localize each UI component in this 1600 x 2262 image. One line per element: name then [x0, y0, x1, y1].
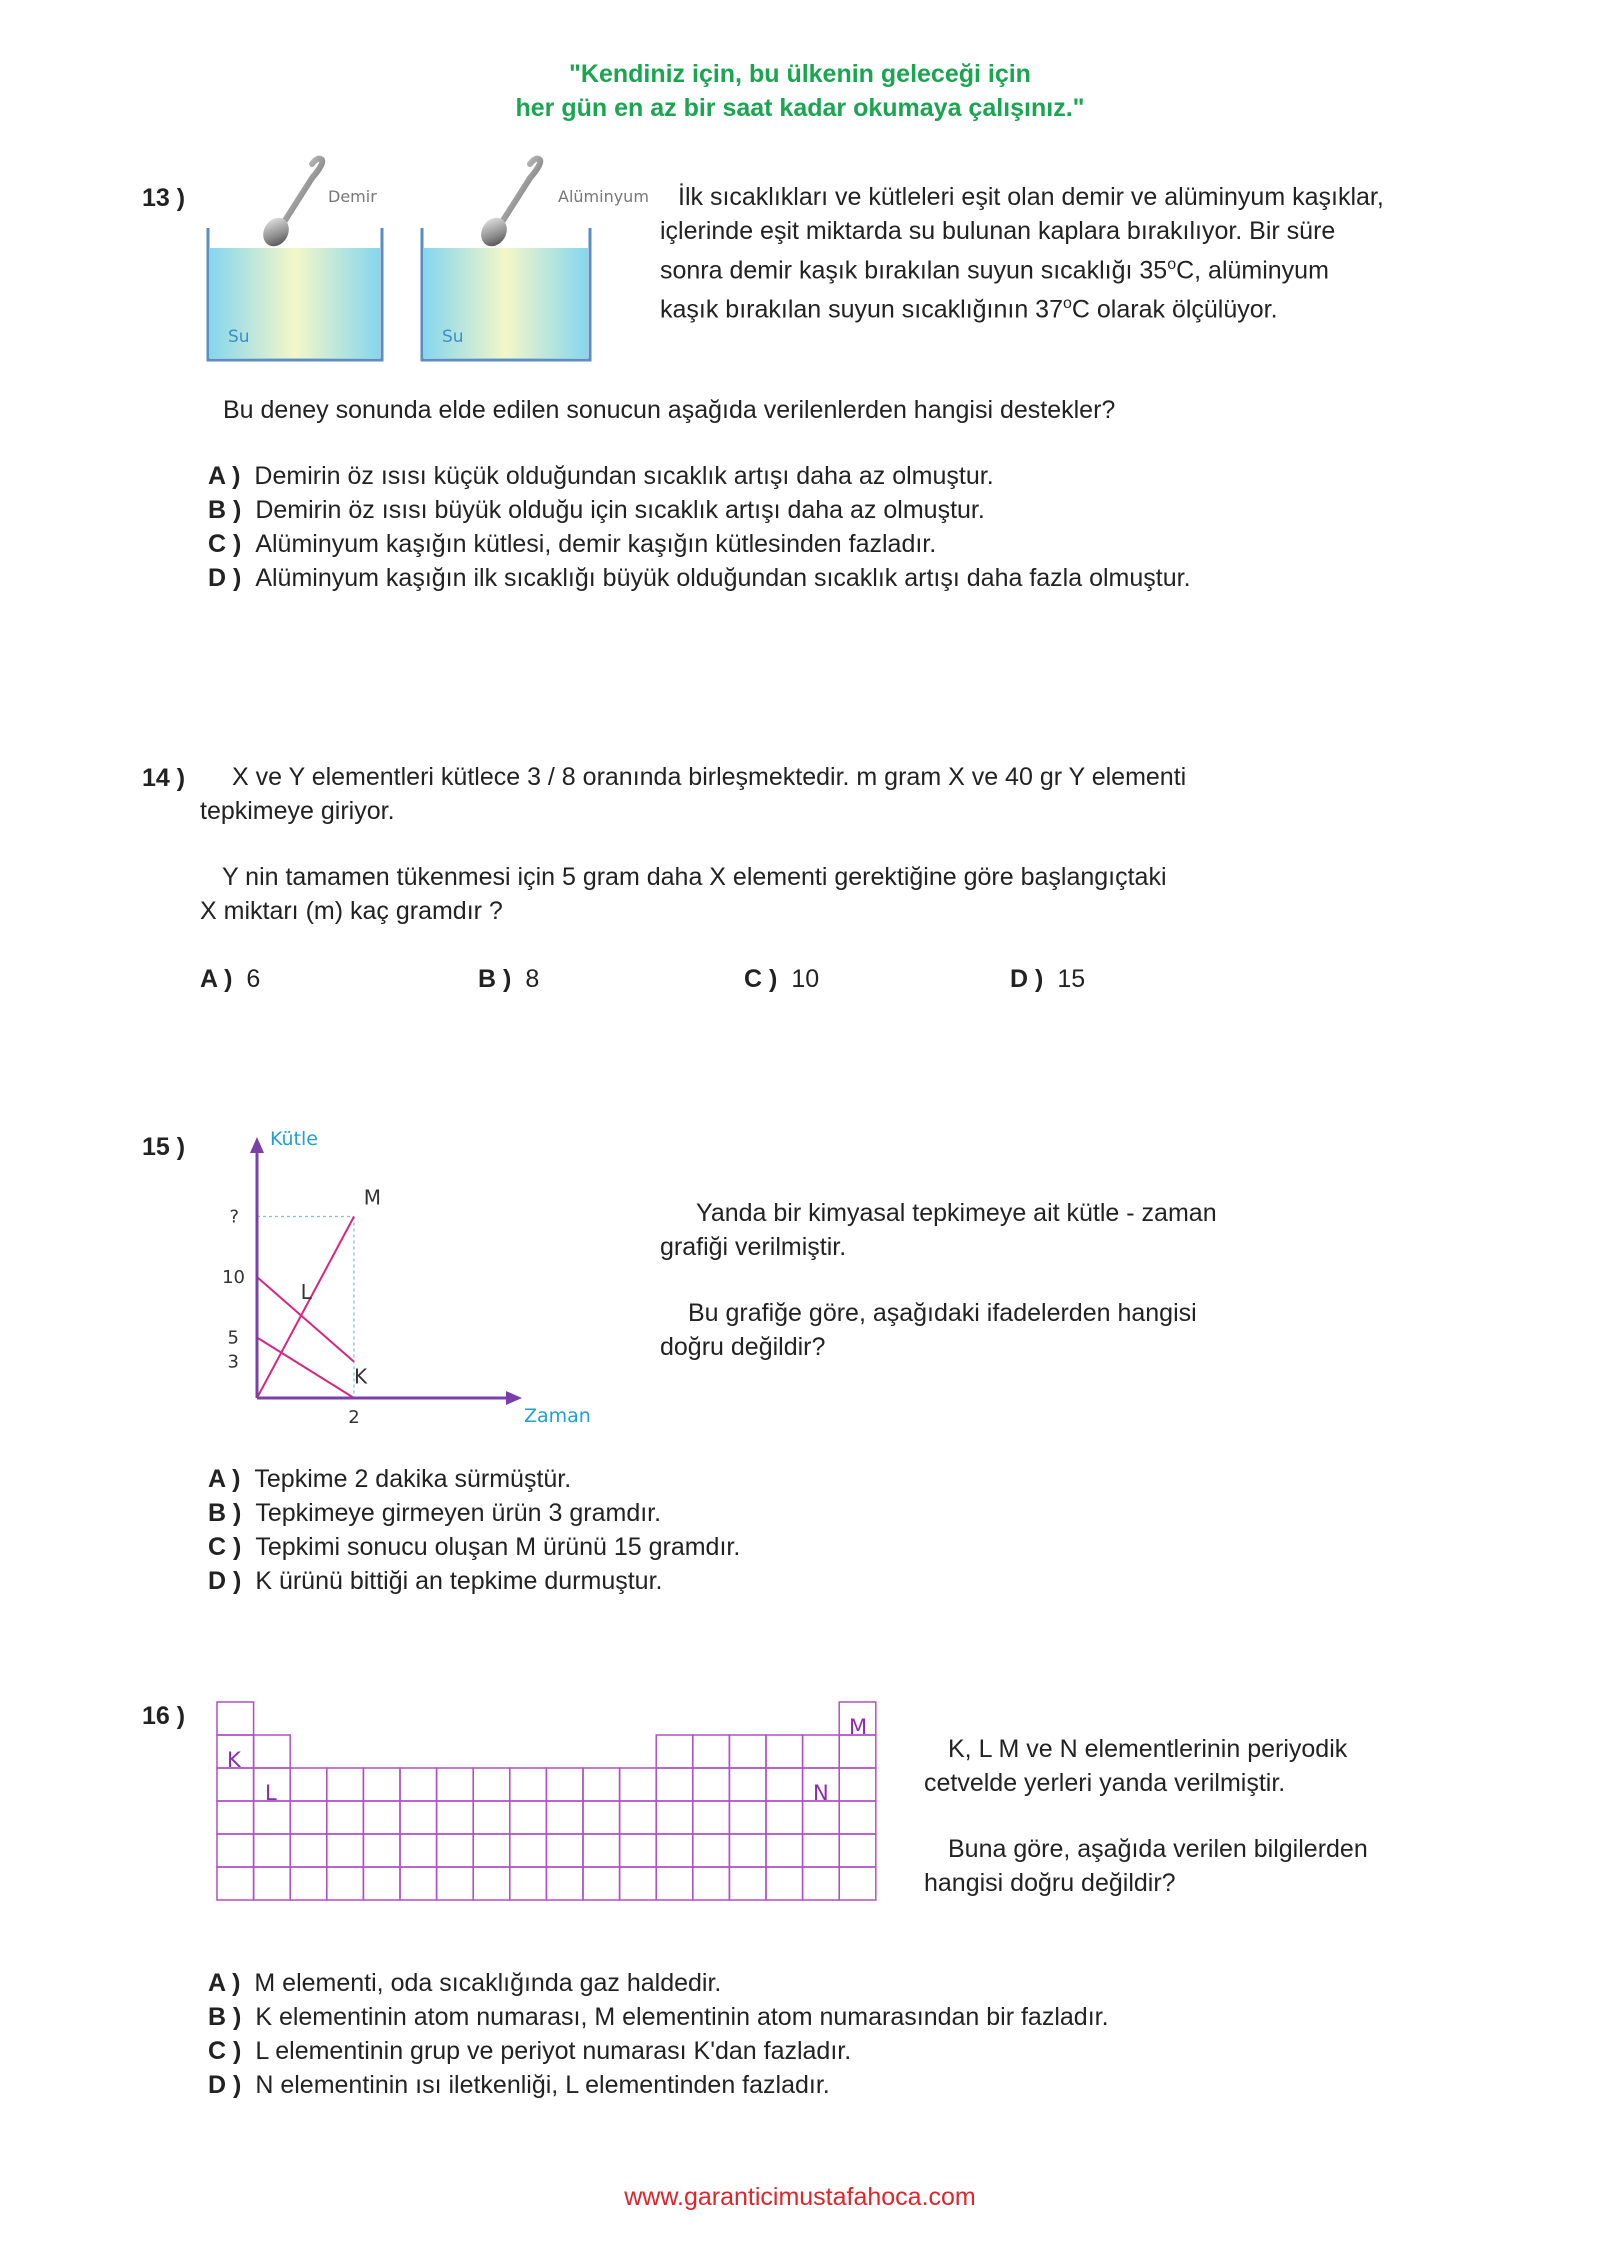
periodic-cell [254, 1834, 291, 1867]
question-13-options [208, 459, 1191, 595]
question-15-options [208, 1462, 740, 1598]
option-b[interactable]: B ) K elementinin atom numarası, M elementinin atom numarasından bir fazladır. [208, 2003, 1109, 2031]
periodic-cell [473, 1834, 510, 1867]
spoon-icon [502, 159, 540, 222]
periodic-cell [766, 1867, 803, 1900]
motivational-quote [0, 57, 1600, 125]
q16-line-2: cetvelde yerleri yanda verilmiştir. [924, 1769, 1286, 1797]
periodic-cell [510, 1867, 547, 1900]
periodic-cell [839, 1801, 876, 1834]
periodic-cell [620, 1801, 657, 1834]
periodic-cell [766, 1801, 803, 1834]
series-label-l: L [300, 1279, 312, 1304]
periodic-cell [546, 1768, 583, 1801]
periodic-cell [656, 1768, 693, 1801]
option-b[interactable]: B ) 8 [478, 965, 540, 993]
q16-line-1: K, L M ve N elementlerinin periyodik [948, 1735, 1348, 1763]
option-a[interactable]: A ) Tepkime 2 dakika sürmüştür. [208, 1465, 572, 1493]
element-label-m: M [849, 1715, 868, 1739]
q14-line-3: Y nin tamamen tükenmesi için 5 gram daha X elementi gerektiğine göre başlangıçtaki [222, 863, 1167, 891]
periodic-cell [254, 1735, 291, 1768]
x-axis-label: Zaman [524, 1405, 591, 1427]
quote-line-2: her gün en az bir saat kadar okumaya çalışınız." [515, 94, 1085, 122]
periodic-cell [400, 1768, 437, 1801]
periodic-cell [839, 1834, 876, 1867]
y-tick-label: 10 [222, 1267, 245, 1288]
q14-line-1: X ve Y elementleri kütlece 3 / 8 oranında birleşmektedir. m gram X ve 40 gr Y elementi [232, 763, 1187, 791]
spoon-icon [284, 159, 322, 222]
periodic-cell [583, 1768, 620, 1801]
periodic-cell [217, 1702, 254, 1735]
periodic-cell [803, 1801, 840, 1834]
option-b[interactable]: B ) Demirin öz ısısı büyük olduğu için sıcaklık artışı daha az olmuştur. [208, 496, 985, 524]
option-a[interactable]: A ) Demirin öz ısısı küçük olduğundan sıcaklık artışı daha az olmuştur. [208, 462, 994, 490]
option-c[interactable]: C ) L elementinin grup ve periyot numarası K'dan fazladır. [208, 2037, 852, 2065]
option-d[interactable]: D ) N elementinin ısı iletkenliği, L elementinden fazladır. [208, 2071, 830, 2099]
q15-line-1: Yanda bir kimyasal tepkimeye ait kütle - zaman [696, 1199, 1217, 1227]
question-13-number: 13 ) [142, 184, 186, 212]
periodic-cell [693, 1867, 730, 1900]
x-axis-arrow-icon [506, 1391, 522, 1405]
periodic-cell [693, 1801, 730, 1834]
question-16-options [208, 1966, 1109, 2102]
element-label-n: N [813, 1781, 829, 1805]
periodic-cell [729, 1768, 766, 1801]
option-d[interactable]: D ) Alüminyum kaşığın ilk sıcaklığı büyük olduğundan sıcaklık artışı daha fazla olmuştur. [208, 564, 1191, 592]
q14-line-4: X miktarı (m) kaç gramdır ? [200, 897, 503, 925]
periodic-cell [473, 1867, 510, 1900]
q15-line-3: Bu grafiğe göre, aşağıdaki ifadelerden hangisi [688, 1299, 1197, 1327]
periodic-cell [327, 1768, 364, 1801]
periodic-cell [766, 1768, 803, 1801]
periodic-cell [217, 1801, 254, 1834]
q16-line-3: Buna göre, aşağıda verilen bilgilerden [948, 1835, 1368, 1863]
option-c[interactable]: C ) Tepkimi sonucu oluşan M ürünü 15 gramdır. [208, 1533, 741, 1561]
q13-line-2: içlerinde eşit miktarda su bulunan kaplara bırakılıyor. Bir süre [660, 217, 1336, 245]
q15-line-4: doğru değildir? [660, 1333, 826, 1361]
q16-line-4: hangisi doğru değildir? [924, 1869, 1176, 1897]
option-d[interactable]: D ) 15 [1010, 965, 1086, 993]
periodic-cell [620, 1768, 657, 1801]
periodic-cell [437, 1801, 474, 1834]
periodic-cell [217, 1834, 254, 1867]
series-line-k [257, 1338, 354, 1399]
periodic-cell [327, 1801, 364, 1834]
periodic-cell [400, 1801, 437, 1834]
periodic-cell [729, 1867, 766, 1900]
option-b[interactable]: B ) Tepkimeye girmeyen ürün 3 gramdır. [208, 1499, 662, 1527]
y-tick-label: 5 [227, 1327, 239, 1349]
periodic-cell [729, 1801, 766, 1834]
q13-line-1: İlk sıcaklıkları ve kütleleri eşit olan demir ve alüminyum kaşıklar, [678, 183, 1384, 211]
periodic-cell [693, 1768, 730, 1801]
beaker-iron [208, 159, 382, 360]
periodic-cell [839, 1867, 876, 1900]
question-16-text [924, 1732, 1564, 1900]
question-14-text [200, 760, 1400, 928]
periodic-cell [437, 1867, 474, 1900]
periodic-cell [290, 1867, 327, 1900]
series-label-k: K [354, 1364, 368, 1389]
option-c[interactable]: C ) 10 [744, 965, 820, 993]
beaker-iron-label: Demir [328, 187, 377, 206]
y-tick-label: 3 [227, 1351, 239, 1373]
y-axis-arrow-icon [250, 1137, 264, 1153]
periodic-cell [363, 1834, 400, 1867]
periodic-cell [400, 1834, 437, 1867]
periodic-cell [656, 1867, 693, 1900]
periodic-table-grid [215, 1700, 880, 1950]
periodic-cell [620, 1867, 657, 1900]
question-16-number: 16 ) [142, 1702, 186, 1730]
periodic-cell [363, 1768, 400, 1801]
periodic-cell [254, 1801, 291, 1834]
beakers-illustration [200, 150, 660, 365]
footer-website[interactable]: www.garanticimustafahoca.com [624, 2183, 976, 2211]
periodic-cell [693, 1735, 730, 1768]
periodic-cell [729, 1735, 766, 1768]
q13-line-4: kaşık bırakılan suyun sıcaklığının 37$^o$C olarak ölçülüyor. [660, 295, 1278, 324]
periodic-cell [766, 1834, 803, 1867]
periodic-cell [217, 1867, 254, 1900]
option-a[interactable]: A ) 6 [200, 965, 261, 993]
periodic-cell [437, 1768, 474, 1801]
question-14-number: 14 ) [142, 764, 186, 792]
periodic-cell [400, 1867, 437, 1900]
periodic-cell [327, 1867, 364, 1900]
option-c[interactable]: C ) Alüminyum kaşığın kütlesi, demir kaşığın kütlesinden fazladır. [208, 530, 937, 558]
water-label-2: Su [442, 327, 464, 347]
periodic-cell [620, 1834, 657, 1867]
periodic-cell [473, 1801, 510, 1834]
periodic-cell [656, 1735, 693, 1768]
periodic-cell [290, 1768, 327, 1801]
q14-line-2: tepkimeye giriyor. [200, 797, 395, 825]
beaker-aluminium [422, 159, 649, 360]
periodic-cell [693, 1834, 730, 1867]
series-label-m: M [363, 1185, 381, 1210]
option-d[interactable]: D ) K ürünü bittiği an tepkime durmuştur. [208, 1567, 663, 1595]
periodic-cell [766, 1735, 803, 1768]
periodic-cell [290, 1801, 327, 1834]
periodic-cell [583, 1867, 620, 1900]
water-label-1: Su [228, 327, 250, 347]
periodic-cell [803, 1867, 840, 1900]
question-15-text [660, 1196, 1360, 1364]
periodic-cell [546, 1867, 583, 1900]
element-label-l: L [265, 1781, 277, 1805]
periodic-cell [510, 1834, 547, 1867]
q15-line-2: grafiği verilmiştir. [660, 1233, 847, 1261]
periodic-cell [839, 1768, 876, 1801]
periodic-cell [839, 1735, 876, 1768]
periodic-cell [803, 1735, 840, 1768]
quote-line-1: "Kendiniz için, bu ülkenin geleceği için [569, 60, 1031, 88]
periodic-cell [217, 1768, 254, 1801]
periodic-cell [254, 1867, 291, 1900]
q13-line-3: sonra demir kaşık bırakılan suyun sıcaklığı 35$^o$C, alüminyum [660, 256, 1329, 285]
element-label-k: K [227, 1748, 241, 1772]
periodic-cell [729, 1834, 766, 1867]
periodic-cell [363, 1801, 400, 1834]
periodic-cell [656, 1834, 693, 1867]
periodic-cell [803, 1834, 840, 1867]
periodic-cell [327, 1834, 364, 1867]
question-13-prompt: Bu deney sonunda elde edilen sonucun aşağıda verilenlerden hangisi destekler? [223, 396, 1116, 424]
beaker-aluminium-label: Alüminyum [558, 187, 649, 206]
x-tick-label: 2 [348, 1407, 360, 1428]
periodic-cell [437, 1834, 474, 1867]
periodic-cell [363, 1867, 400, 1900]
periodic-cell [510, 1768, 547, 1801]
periodic-cell [546, 1801, 583, 1834]
y-axis-label: Kütle [270, 1128, 318, 1150]
periodic-cell [473, 1768, 510, 1801]
mass-time-chart [210, 1125, 610, 1435]
question-15-number: 15 ) [142, 1133, 186, 1161]
periodic-cell [656, 1801, 693, 1834]
question-13-intro [660, 180, 1560, 327]
periodic-cell [546, 1834, 583, 1867]
periodic-cell [510, 1801, 547, 1834]
series-line-m [257, 1217, 354, 1399]
option-a[interactable]: A ) M elementi, oda sıcaklığında gaz haldedir. [208, 1969, 722, 1997]
y-tick-label: ? [229, 1206, 239, 1228]
periodic-cell [290, 1834, 327, 1867]
periodic-cell [583, 1801, 620, 1834]
periodic-cell [583, 1834, 620, 1867]
